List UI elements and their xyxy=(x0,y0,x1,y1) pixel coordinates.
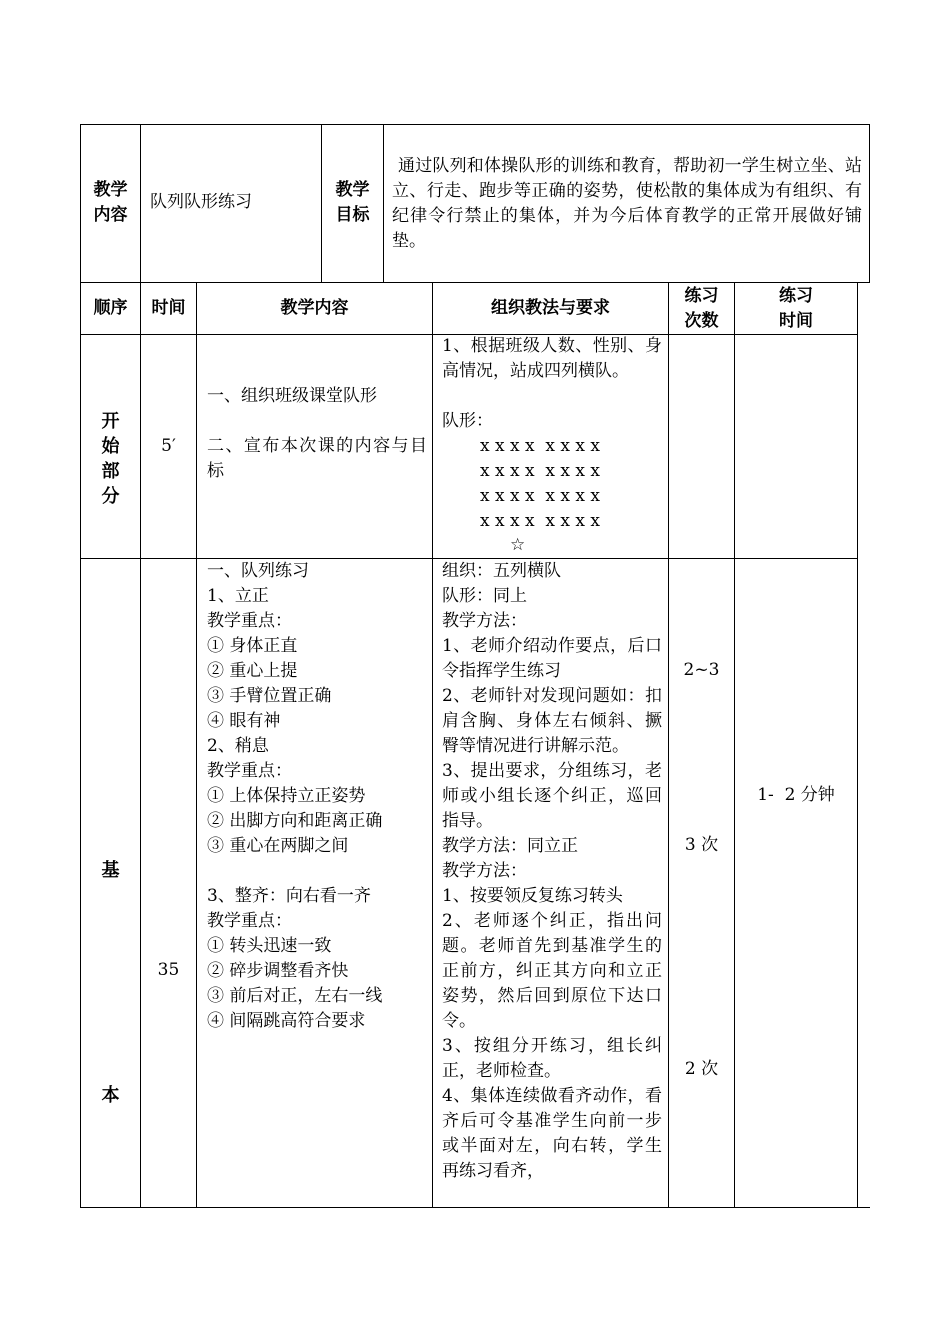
content-line: ② 出脚方向和距离正确 xyxy=(207,811,383,831)
content-line: 2、稍息 xyxy=(207,736,269,756)
method-line: 2、老师逐个纠正，指出问题。老师首先到基准学生的正前方，纠正其方向和立正姿势，然后回到原位下达口令。 xyxy=(442,911,662,1031)
section-start-time: 5′ xyxy=(161,436,176,456)
section-basic-label-bottom: 本 xyxy=(101,1085,120,1106)
teaching-goal-text: 通过队列和体操队形的训练和教育，帮助初一学生树立坐、站立、行走、跑步等正确的姿势，使松散的集体成为有组织、有纪律令行禁止的集体，并为今后体育教学的正常开展做好铺垫。 xyxy=(392,156,862,251)
col-header-content: 教学内容 xyxy=(280,298,349,318)
formation-row: x x x x x x x x xyxy=(480,461,600,481)
section-basic-label-top: 基 xyxy=(101,860,120,881)
practice-duration: 1- 2 分钟 xyxy=(757,785,835,805)
formation-row: x x x x x x x x xyxy=(480,486,600,506)
formation-row: x x x x x x x x xyxy=(480,436,600,456)
teaching-content-label: 教学 内容 xyxy=(93,180,128,225)
practice-count-3: 2 次 xyxy=(684,1059,719,1079)
method-line: 教学方法： xyxy=(442,611,527,631)
content-line: ① 上体保持立正姿势 xyxy=(207,786,366,806)
content-line: ① 转头迅速一致 xyxy=(207,936,332,956)
content-line: 教学重点： xyxy=(207,761,292,781)
content-line: 一、队列练习 xyxy=(207,561,309,581)
col-header-order: 顺序 xyxy=(93,298,128,318)
content-line: 教学重点： xyxy=(207,911,292,931)
content-line: 1、立正 xyxy=(207,586,269,606)
practice-count-2: 3 次 xyxy=(684,835,719,855)
section-start-method-intro: 1、根据班级人数、性别、身高情况，站成四列横队。 xyxy=(442,336,662,381)
col-header-count: 练习 次数 xyxy=(684,286,719,331)
method-line: 3、提出要求，分组练习，老师或小组长逐个纠正，巡回指导。 xyxy=(442,761,662,831)
content-line: ③ 重心在两脚之间 xyxy=(207,836,349,856)
method-line: 组织：五列横队 xyxy=(442,561,561,581)
section-start-content-a: 一、组织班级课堂队形 xyxy=(207,386,377,406)
col-header-method: 组织教法与要求 xyxy=(491,298,610,318)
method-line: 2、老师针对发现问题如：扣肩含胸、身体左右倾斜、撅臀等情况进行讲解示范。 xyxy=(442,686,662,756)
content-line: ④ 眼有神 xyxy=(207,711,281,731)
method-line: 3、按组分开练习，组长纠正，老师检查。 xyxy=(442,1036,662,1081)
content-line: ② 重心上提 xyxy=(207,661,298,681)
content-line: ① 身体正直 xyxy=(207,636,298,656)
method-line: 教学方法：同立正 xyxy=(442,836,578,856)
method-line: 4、集体连续做看齐动作，看齐后可令基准学生向前一步或半面对左，向右转，学生再练习看齐， xyxy=(442,1086,662,1181)
teaching-goal-label: 教学 目标 xyxy=(335,180,370,225)
section-basic-method-list xyxy=(442,559,662,1184)
section-basic-time: 35 xyxy=(157,960,180,980)
content-line: 3、整齐：向右看一齐 xyxy=(207,886,371,906)
method-line: 教学方法： xyxy=(442,861,527,881)
method-line: 1、按要领反复练习转头 xyxy=(442,886,623,906)
content-line xyxy=(207,859,429,884)
content-line: ④ 间隔跳高符合要求 xyxy=(207,1011,366,1031)
col-header-duration: 练习 时间 xyxy=(779,286,813,331)
content-line: ③ 手臂位置正确 xyxy=(207,686,332,706)
formation-row: x x x x x x x x xyxy=(480,511,600,531)
section-start-label: 开 始 部 分 xyxy=(101,411,120,507)
section-basic-content-list xyxy=(207,559,429,1034)
practice-count-1: 2~3 xyxy=(683,660,720,680)
content-line: ③ 前后对正，左右一线 xyxy=(207,986,383,1006)
method-line: 队形：同上 xyxy=(442,586,527,606)
col-header-time: 时间 xyxy=(151,298,186,318)
content-line: 教学重点： xyxy=(207,611,292,631)
teaching-content-value: 队列队形练习 xyxy=(150,192,252,212)
section-start-formation-label: 队形： xyxy=(442,411,493,431)
teacher-star-icon: ☆ xyxy=(510,535,526,555)
method-line: 1、老师介绍动作要点，后口令指挥学生练习 xyxy=(442,636,662,681)
section-start-content-b: 二、宣布本次课的内容与目标 xyxy=(207,436,427,481)
content-line: ② 碎步调整看齐快 xyxy=(207,961,349,981)
